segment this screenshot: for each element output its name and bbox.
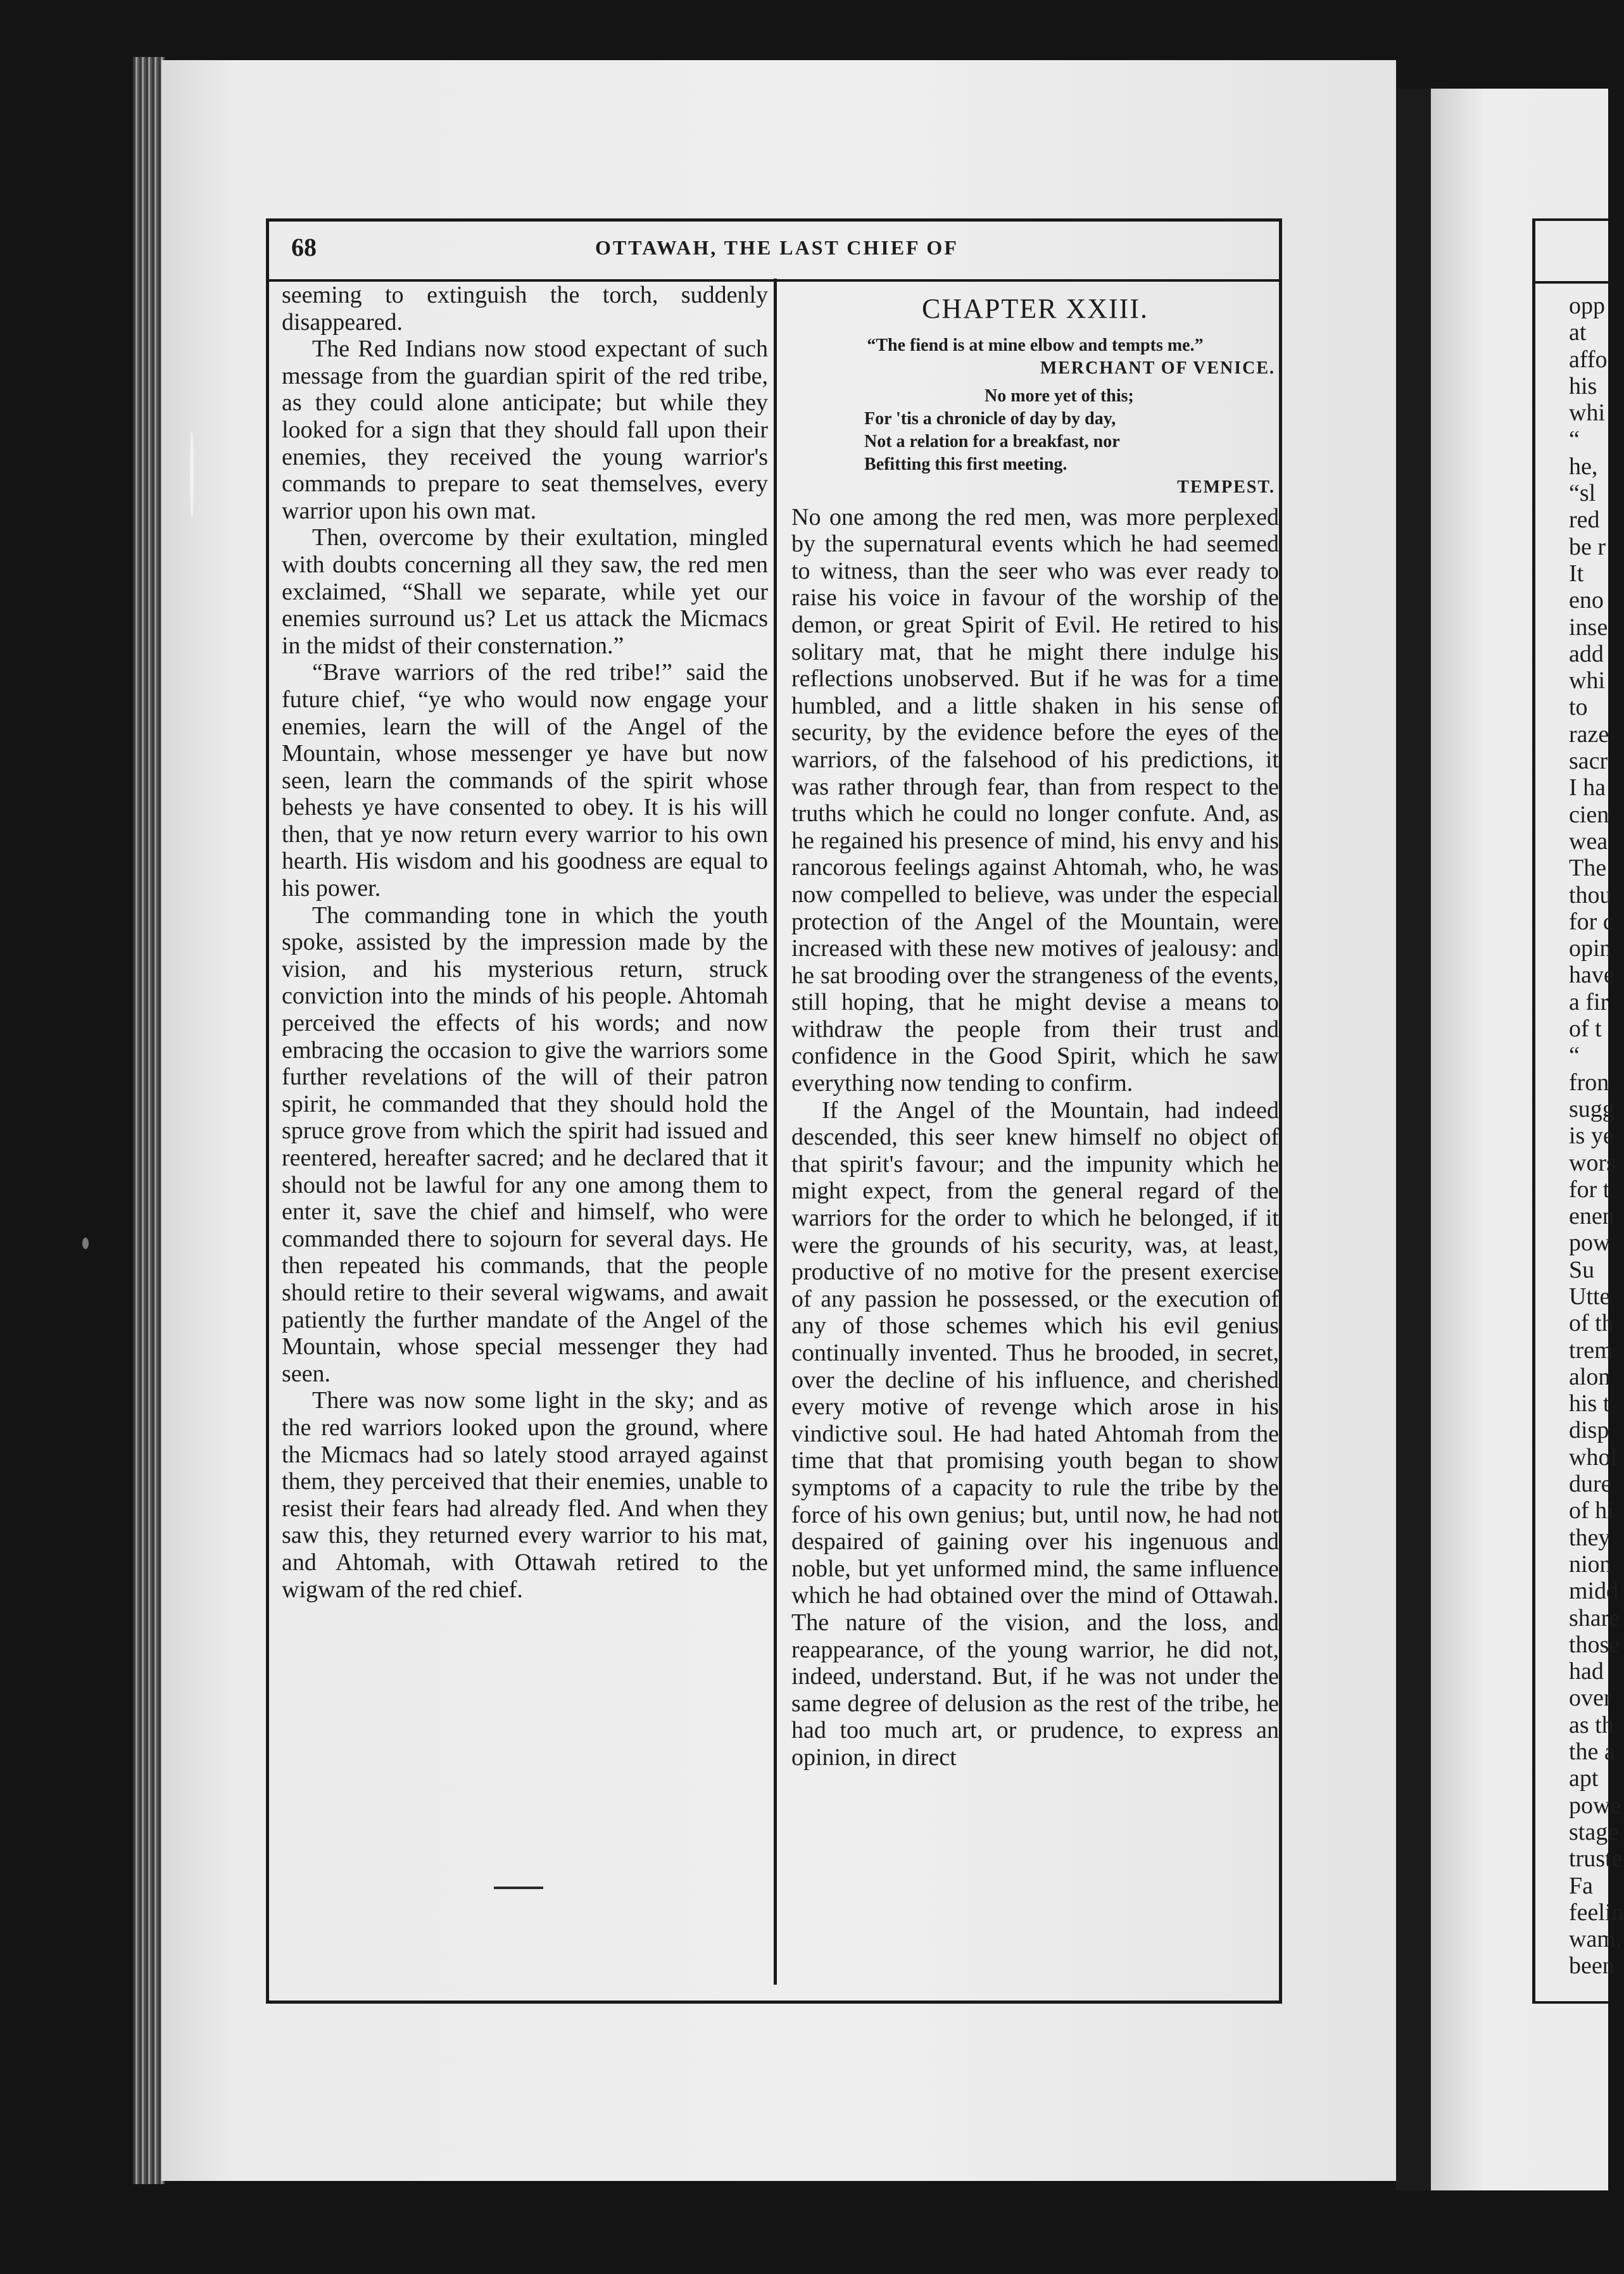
facing-line: whi — [1569, 399, 1605, 427]
facing-line: be r — [1569, 533, 1606, 560]
facing-line: Fa — [1569, 1872, 1593, 1899]
facing-line: sugg — [1569, 1095, 1615, 1122]
facing-line: apt — [1569, 1765, 1599, 1792]
epigraph-tempest — [791, 385, 1279, 499]
verse-line: Befitting this first meeting. — [864, 454, 1067, 474]
facing-line: It — [1569, 560, 1584, 587]
facing-line: “sl — [1569, 480, 1596, 507]
facing-line: wam. — [1569, 1926, 1622, 1953]
facing-line: eno — [1569, 587, 1604, 614]
facing-line: enen — [1569, 1203, 1615, 1230]
facing-line: trem — [1569, 1336, 1613, 1364]
facing-line: as th — [1569, 1711, 1614, 1738]
column-divider — [774, 279, 777, 1985]
paragraph: If the Angel of the Mountain, had indeed descended, this seer knew himself no object of that spirit's favour; and the impunity which he might expect, from the general regard of the warriors for the order to which he belonged, if it were the grounds of his security, was, at least, productive of no motive for the present exercise of any passion he possessed, or the execution of any of those schemes which his evil genius continually invented. Thus he brooded, in secret, over the decline of his influence, and cherished every motive of revenge which arose in his vindictive soul. He had hated Ahtomah from the time that that promising youth began to show symptoms of a capacity to rule the tribe by the force of his own genius; but, until now, he had not despaired of gaining over his ingenuous and noble, but yet unformed mind, the same influence which he had obtained over the mind of Ottawah. The nature of the vision, and the loss, and reappearance, of the young warrior, he did not, indeed, understand. But, if he was not under the same degree of delusion as the rest of the tribe, he had too much art, or prudence, to express an opinion, in direct — [791, 1096, 1279, 1771]
paragraph: The Red Indians now stood expectant of such message from the guardian spirit of the red tribe, as they could alone anticipate; but while they looked for a sign that they should fall upon their enemies, they received the young warrior's commands to prepare to seat themselves, every warrior upon his own mat. — [282, 336, 768, 524]
paragraph: There was now some light in the sky; and as the red warriors looked upon the ground, where the Micmacs had so lately stood arrayed against them, they perceived that their enemies, unable to resist their fears had already fled. And when they saw this, they returned every warrior to his mat, and Ahtomah, with Ottawah retired to the wigwam of the red chief. — [282, 1387, 768, 1603]
facing-line: red — [1569, 506, 1600, 534]
running-head — [266, 218, 1282, 282]
facing-line: thou — [1569, 881, 1612, 908]
facing-line: the a — [1569, 1738, 1615, 1766]
facing-line: his — [1569, 372, 1597, 399]
facing-line: of th — [1569, 1310, 1614, 1337]
facing-line: had — [1569, 1658, 1604, 1685]
facing-line: opp — [1569, 292, 1605, 319]
epigraph-merchant — [791, 334, 1279, 380]
facing-line: his t — [1569, 1390, 1610, 1417]
facing-line: over — [1569, 1685, 1612, 1712]
running-title: OTTAWAH, THE LAST CHIEF OF — [595, 236, 959, 259]
facing-line: sacr — [1569, 748, 1608, 775]
scan-artifact — [190, 430, 194, 519]
facing-line: raze — [1569, 720, 1609, 748]
epigraph-verse — [791, 385, 1279, 476]
facing-line: at — [1569, 319, 1587, 346]
paragraph: No one among the red men, was more perplexed by the supernatural events which he had seemed to witness, than the seer who was ever ready to raise his voice in favour of the worship of the demon, or great Spirit of Evil. He retired to his solitary mat, that he might there indulge his reflections unobserved. But if he was for a time humbled, and a little shaken in his sense of security, by the evidence before the eyes of the warriors, of the falsehood of his predictions, it was rather through fear, than from respect to the truths which he could no longer confute. And, as he regained his presence of mind, his envy and his rancorous feelings against Ahtomah, who, he was now compelled to believe, was under the especial protection of the Angel of the Mountain, were increased with these new motives of jealousy: and he sat brooding over the strangeness of the events, still hoping, that he might devise a means to withdraw the people from their trust and confidence in the Good Spirit, which he saw everything now tending to confirm. — [791, 503, 1279, 1097]
page-gap — [1396, 89, 1431, 2190]
book-binding — [133, 57, 165, 2184]
facing-line: feelin — [1569, 1899, 1624, 1926]
facing-line: wors — [1569, 1149, 1616, 1176]
facing-line: inse — [1569, 613, 1608, 641]
facing-line: powe — [1569, 1792, 1621, 1819]
facing-line: fron — [1569, 1069, 1609, 1096]
facing-line: “ — [1569, 1042, 1580, 1069]
facing-line: those — [1569, 1631, 1620, 1658]
verse-line: For 'tis a chronicle of day by day, — [864, 408, 1116, 429]
facing-line: midd — [1569, 1578, 1619, 1605]
scan-artifact — [82, 1238, 89, 1249]
facing-line: affo — [1569, 346, 1608, 373]
facing-line: truste — [1569, 1845, 1623, 1873]
facing-page-text — [1569, 292, 1624, 1980]
facing-line: nion — [1569, 1550, 1612, 1578]
facing-line: have — [1569, 962, 1615, 989]
section-end-rule — [494, 1887, 543, 1889]
facing-line: they — [1569, 1524, 1611, 1551]
facing-line: of hi — [1569, 1497, 1614, 1524]
left-column — [282, 282, 768, 1603]
facing-line: Utte — [1569, 1283, 1611, 1310]
facing-line: whi — [1569, 667, 1605, 694]
facing-line: “ — [1569, 426, 1580, 453]
facing-line: whol — [1569, 1443, 1617, 1471]
facing-line: been — [1569, 1952, 1615, 1980]
epigraph-quote: “The fiend is at mine elbow and tempts me.” — [867, 335, 1204, 355]
facing-line: opin — [1569, 935, 1612, 962]
facing-line: share — [1569, 1604, 1620, 1631]
facing-line: alon — [1569, 1363, 1611, 1390]
paragraph: The commanding tone in which the youth spoke, assisted by the impression made by the vision, and his mysterious return, struck conviction into the minds of his people. Ahtomah perceived the effects of his words; and now embracing the occasion to give the warriors some further revelations of the will of their patron spirit, he commanded that they should hold the spruce grove from which the spirit had issued and reentered, hereafter sacred; and he declared that it should not be lawful for any one among them to enter it, save the chief and himself, who were commanded there to sojourn for several days. He then repeated his commands, that the people should retire to their several wigwams, and await patiently the further mandate of the Angel of the Mountain, whose special messenger they had seen. — [282, 901, 768, 1387]
verse-line: Not a relation for a breakfast, nor — [864, 431, 1120, 451]
facing-line: is ye — [1569, 1122, 1614, 1150]
paragraph: seeming to extinguish the torch, suddenly disappeared. — [282, 282, 768, 336]
facing-line: dure — [1569, 1471, 1612, 1498]
epigraph-source: MERCHANT OF VENICE. — [1040, 358, 1275, 378]
facing-line: he, — [1569, 453, 1598, 480]
right-column — [791, 282, 1279, 1771]
verse-line: No more yet of this; — [985, 386, 1134, 406]
chapter-title: CHAPTER XXIII. — [922, 293, 1149, 324]
facing-line: of t — [1569, 1015, 1602, 1043]
facing-line: pow — [1569, 1229, 1611, 1257]
facing-line: I ha — [1569, 774, 1606, 801]
facing-line: disp — [1569, 1417, 1609, 1444]
facing-line: cien — [1569, 801, 1609, 828]
facing-line: Su — [1569, 1256, 1595, 1283]
facing-line: a fir — [1569, 988, 1609, 1015]
paragraph: Then, overcome by their exultation, mingled with doubts concerning all they saw, the red men exclaimed, “Shall we separate, while yet our enemies surround us? Let us attack the Micmacs in the midst of their consternation.” — [282, 524, 768, 659]
facing-line: The — [1569, 855, 1607, 882]
facing-line: add — [1569, 640, 1604, 667]
facing-line: for c — [1569, 908, 1614, 935]
page-number: 68 — [291, 233, 317, 261]
facing-line: to — [1569, 694, 1588, 721]
epigraph-source: TEMPEST. — [1177, 477, 1275, 497]
facing-line: for t — [1569, 1176, 1610, 1203]
facing-line: wea — [1569, 827, 1608, 855]
facing-line: stage — [1569, 1818, 1619, 1845]
paragraph: “Brave warriors of the red tribe!” said the future chief, “ye who would now engage your enemies, learn the will of the Angel of the Mountain, whose messenger ye have but now seen, learn the commands of the spirit whose behests ye have consented to obey. It is his will then, that ye now return every warrior to his own hearth. His wisdom and his goodness are equal to his power. — [282, 659, 768, 902]
